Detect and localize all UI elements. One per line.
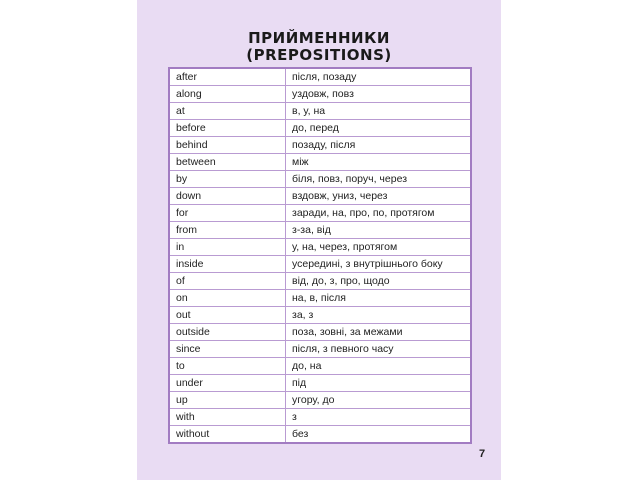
table-row: [169, 120, 471, 137]
english-preposition: under: [169, 375, 286, 392]
ukrainian-translation: за, з: [286, 307, 472, 324]
english-preposition: on: [169, 290, 286, 307]
table-row: [169, 103, 471, 120]
ukrainian-translation: до, перед: [286, 120, 472, 137]
ukrainian-translation: в, у, на: [286, 103, 472, 120]
table-row: [169, 137, 471, 154]
table-row: [169, 171, 471, 188]
table-row: [169, 358, 471, 375]
english-preposition: since: [169, 341, 286, 358]
english-preposition: behind: [169, 137, 286, 154]
ukrainian-translation: позаду, після: [286, 137, 472, 154]
ukrainian-translation: після, позаду: [286, 68, 472, 86]
english-preposition: after: [169, 68, 286, 86]
table-row: [169, 205, 471, 222]
english-preposition: to: [169, 358, 286, 375]
table-row: [169, 290, 471, 307]
table-row: [169, 341, 471, 358]
table-row: [169, 68, 471, 86]
ukrainian-translation: під: [286, 375, 472, 392]
prepositions-table: [168, 67, 472, 444]
table-row: [169, 375, 471, 392]
ukrainian-translation: усередині, з внутрішнього боку: [286, 256, 472, 273]
ukrainian-translation: без: [286, 426, 472, 444]
table-row: [169, 188, 471, 205]
english-preposition: by: [169, 171, 286, 188]
ukrainian-translation: вздовж, униз, через: [286, 188, 472, 205]
ukrainian-translation: заради, на, про, по, протягом: [286, 205, 472, 222]
ukrainian-translation: у, на, через, протягом: [286, 239, 472, 256]
table-row: [169, 273, 471, 290]
table-row: [169, 324, 471, 341]
english-preposition: between: [169, 154, 286, 171]
page-title: ПРИЙМЕННИКИ: [248, 29, 390, 47]
english-preposition: from: [169, 222, 286, 239]
table-row: [169, 426, 471, 444]
ukrainian-translation: уздовж, повз: [286, 86, 472, 103]
english-preposition: with: [169, 409, 286, 426]
table-row: [169, 307, 471, 324]
table-row: [169, 154, 471, 171]
ukrainian-translation: до, на: [286, 358, 472, 375]
ukrainian-translation: з: [286, 409, 472, 426]
ukrainian-translation: між: [286, 154, 472, 171]
english-preposition: before: [169, 120, 286, 137]
page-subtitle: (PREPOSITIONS): [246, 46, 392, 64]
ukrainian-translation: поза, зовні, за межами: [286, 324, 472, 341]
english-preposition: for: [169, 205, 286, 222]
english-preposition: up: [169, 392, 286, 409]
table-row: [169, 86, 471, 103]
english-preposition: without: [169, 426, 286, 444]
book-page: [137, 0, 501, 480]
ukrainian-translation: від, до, з, про, щодо: [286, 273, 472, 290]
english-preposition: down: [169, 188, 286, 205]
table-row: [169, 222, 471, 239]
english-preposition: in: [169, 239, 286, 256]
table-row: [169, 239, 471, 256]
english-preposition: out: [169, 307, 286, 324]
page-number: 7: [479, 448, 486, 460]
english-preposition: at: [169, 103, 286, 120]
ukrainian-translation: біля, повз, поруч, через: [286, 171, 472, 188]
english-preposition: inside: [169, 256, 286, 273]
table-row: [169, 256, 471, 273]
table-row: [169, 392, 471, 409]
ukrainian-translation: на, в, після: [286, 290, 472, 307]
table-row: [169, 409, 471, 426]
ukrainian-translation: угору, до: [286, 392, 472, 409]
english-preposition: outside: [169, 324, 286, 341]
english-preposition: along: [169, 86, 286, 103]
english-preposition: of: [169, 273, 286, 290]
ukrainian-translation: після, з певного часу: [286, 341, 472, 358]
ukrainian-translation: з-за, від: [286, 222, 472, 239]
